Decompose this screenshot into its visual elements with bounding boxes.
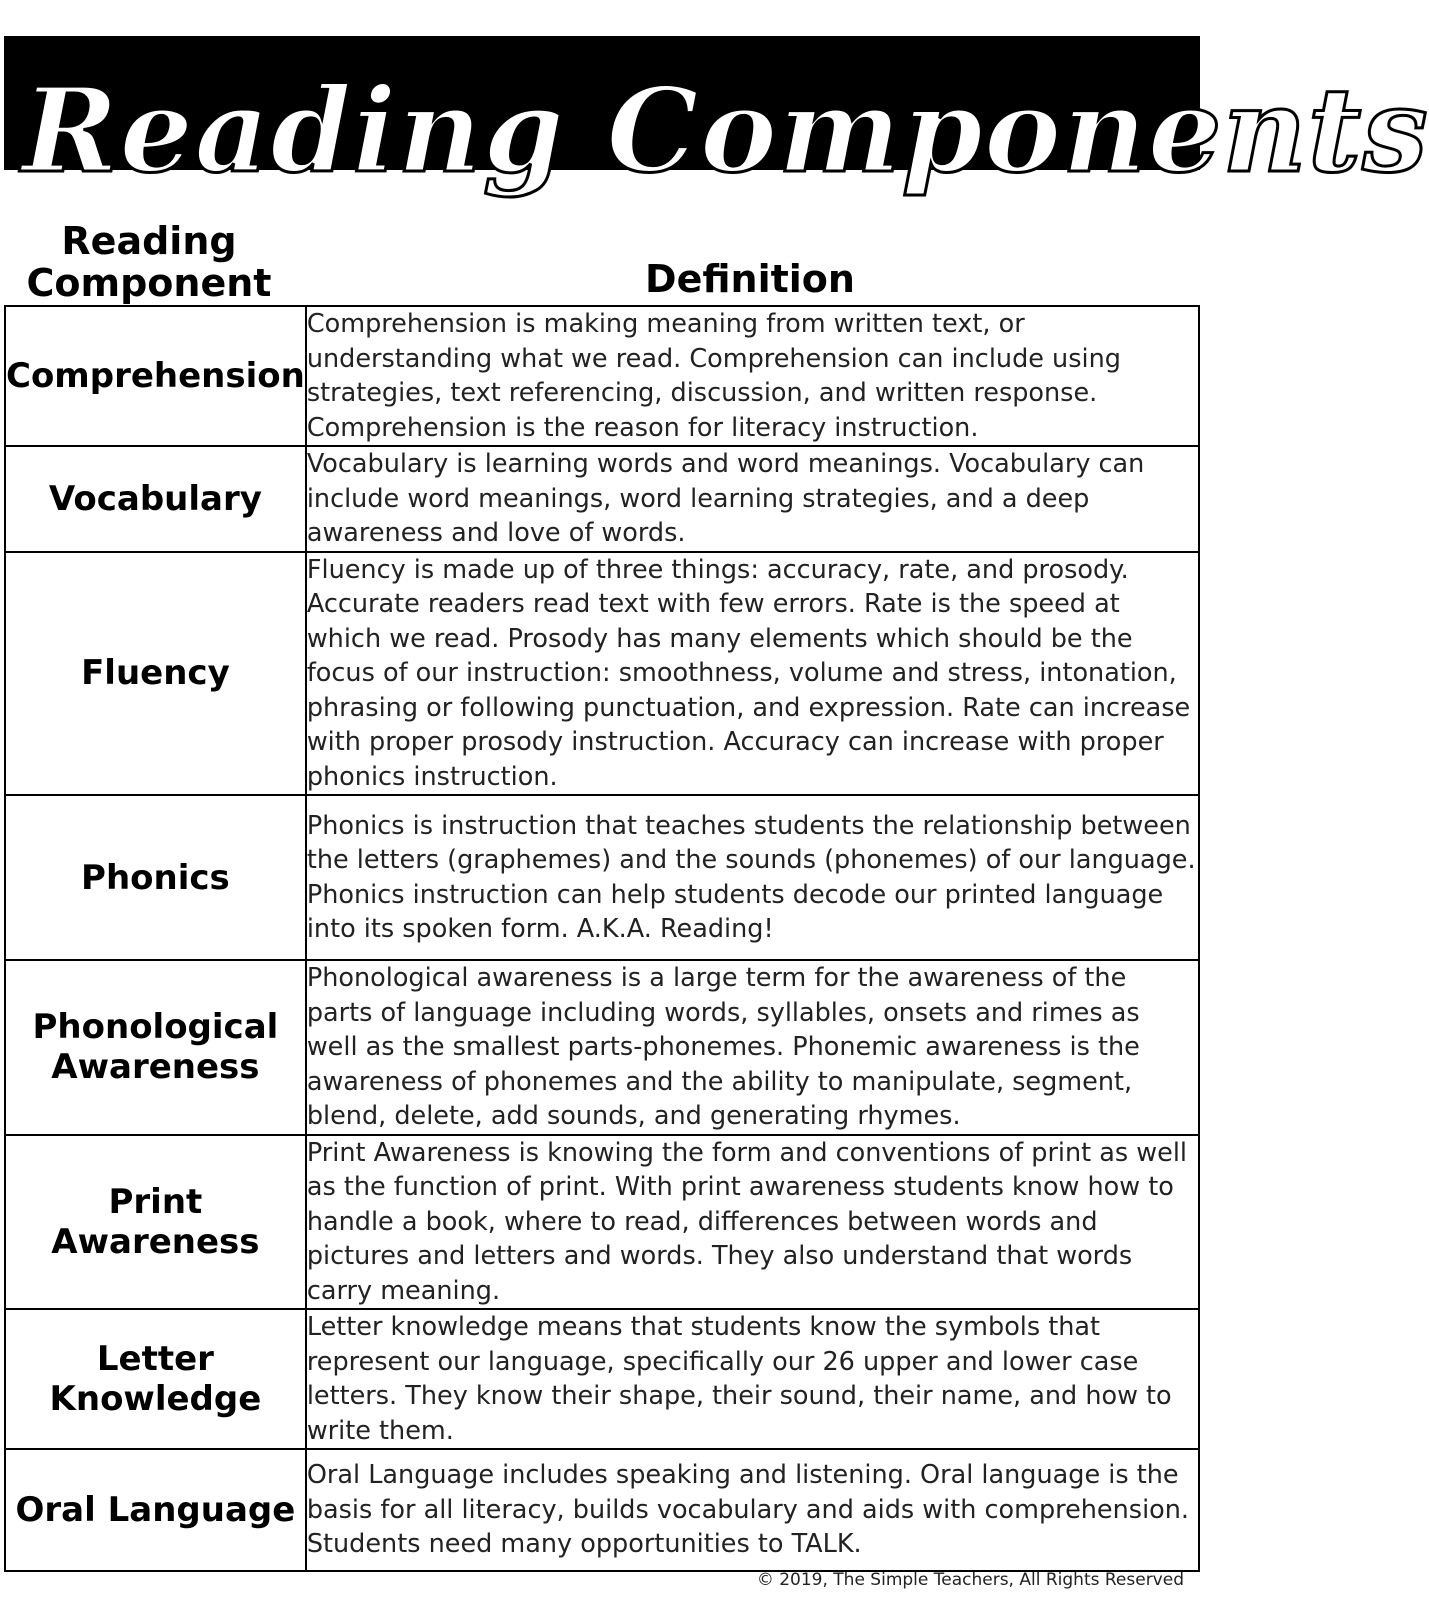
term-cell: Phonics: [5, 795, 306, 960]
page-title: Reading Components: [22, 63, 1429, 199]
table-row: [5, 795, 1199, 960]
definition-cell: Phonological awareness is a large term for the awareness of the parts of language including words, syllables, onsets and rimes as well as the smallest parts-phonemes. Phonemic awareness is the awareness of phonemes and the ability to manipulate, segment, blend, delete, add sounds, and generating rhymes.: [306, 960, 1199, 1135]
definition-cell: Phonics is instruction that teaches students the relationship between the letters (graphemes) and the sounds (phonemes) of our language. Phonics instruction can help students decode our printed language into its spoken form. A.K.A. Reading!: [306, 795, 1199, 960]
term-cell: Oral Language: [5, 1449, 306, 1571]
term-cell: Vocabulary: [5, 446, 306, 552]
definition-cell: Fluency is made up of three things: accuracy, rate, and prosody. Accurate readers read text with few errors. Rate is the speed at which we read. Prosody has many elements which should be the focus of our instruction: smoothness, volume and stress, intonation, phrasing or following punctuation, and expression. Rate can increase with proper prosody instruction. Accuracy can increase with proper phonics instruction.: [306, 552, 1199, 796]
table-row: [5, 1449, 1199, 1571]
copyright-footer: © 2019, The Simple Teachers, All Rights Reserved: [756, 1570, 1184, 1590]
definition-cell: Comprehension is making meaning from written text, or understanding what we read. Comprehension can include using strategies, text referencing, discussion, and written response. Comprehension is the reason for literacy instruction.: [306, 306, 1199, 446]
term-cell: Fluency: [5, 552, 306, 796]
definition-cell: Print Awareness is knowing the form and conventions of print as well as the function of print. With print awareness students know how to handle a book, where to read, differences between words and pictures and letters and words. They also understand that words carry meaning.: [306, 1135, 1199, 1310]
term-cell: Letter Knowledge: [5, 1309, 306, 1449]
column-header-component: Reading Component: [26, 219, 272, 305]
term-cell: Phonological Awareness: [5, 960, 306, 1135]
title-banner: [4, 36, 1429, 199]
components-table: [4, 305, 1200, 1572]
definition-cell: Letter knowledge means that students know the symbols that represent our language, specifically our 26 upper and lower case letters. They know their shape, their sound, their name, and how to write them.: [306, 1309, 1199, 1449]
table-row: [5, 960, 1199, 1135]
term-cell: Print Awareness: [5, 1135, 306, 1310]
definition-cell: Oral Language includes speaking and listening. Oral language is the basis for all literacy, builds vocabulary and aids with comprehension. Students need many opportunities to TALK.: [306, 1449, 1199, 1571]
term-cell: Comprehension: [5, 306, 306, 446]
table-row: [5, 446, 1199, 552]
definition-cell: Vocabulary is learning words and word meanings. Vocabulary can include word meanings, word learning strategies, and a deep awareness and love of words.: [306, 446, 1199, 552]
table-row: [5, 1309, 1199, 1449]
table-row: [5, 306, 1199, 446]
column-header-definition: Definition: [645, 257, 855, 301]
table-row: [5, 552, 1199, 796]
table-row: [5, 1135, 1199, 1310]
